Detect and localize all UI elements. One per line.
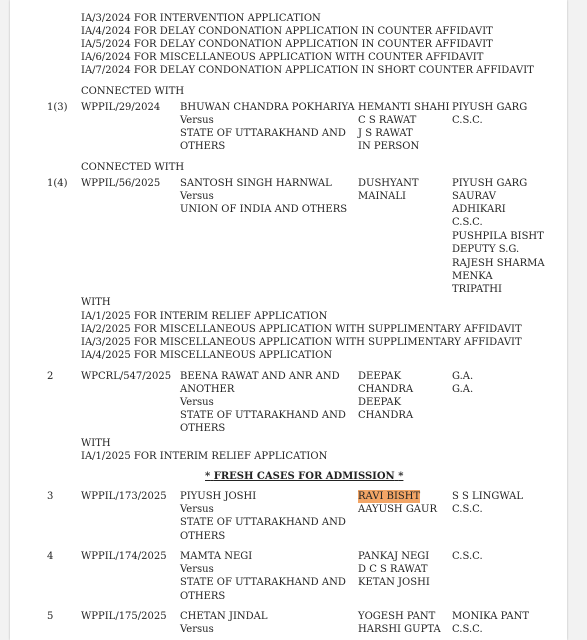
petitioner-advocate: D C S RAWAT — [358, 564, 428, 575]
respondent-advocate: PUSHPILA BISHT — [452, 231, 544, 242]
ia-item: IA/4/2025 FOR MISCELLANEOUS APPLICATION — [81, 350, 333, 361]
versus-label: Versus — [180, 624, 214, 635]
petitioner-advocate: YOGESH PANT — [358, 611, 436, 622]
respondent-advocate: PIYUSH GARG — [452, 178, 528, 189]
versus-label: Versus — [180, 115, 214, 126]
respondent-name: OTHERS — [180, 423, 226, 434]
case-number: WPPIL/29/2024 — [81, 102, 161, 113]
versus-label: Versus — [180, 397, 214, 408]
case-number: WPPIL/175/2025 — [81, 611, 167, 622]
serial-number: 5 — [47, 611, 54, 622]
petitioner-name: BEENA RAWAT AND ANR AND — [180, 371, 340, 382]
ia-item: IA/7/2024 FOR DELAY CONDONATION APPLICATION IN SHORT COUNTER AFFIDAVIT — [81, 65, 534, 76]
respondent-advocate: G.A. — [452, 384, 474, 395]
serial-number: 1(4) — [47, 178, 68, 189]
case-number: WPCRL/547/2025 — [81, 371, 172, 382]
petitioner-advocate: DEEPAK — [358, 371, 402, 382]
respondent-name: OTHERS — [180, 141, 226, 152]
case-number: WPPIL/173/2025 — [81, 491, 167, 502]
respondent-advocate: C.S.C. — [452, 217, 483, 228]
ia-item: IA/2/2025 FOR MISCELLANEOUS APPLICATION WITH SUPPLIMENTARY AFFIDAVIT — [81, 324, 522, 335]
respondent-advocate: C.S.C. — [452, 115, 483, 126]
heading-star: * — [205, 471, 211, 482]
ia-item: IA/4/2024 FOR DELAY CONDONATION APPLICATION IN COUNTER AFFIDAVIT — [81, 26, 493, 37]
petitioner-advocate: CHANDRA — [358, 410, 414, 421]
petitioner-advocate: HARSHI GUPTA — [358, 624, 441, 635]
respondent-advocate: S S LINGWAL — [452, 491, 524, 502]
respondent-advocate: TRIPATHI — [452, 284, 502, 295]
petitioner-name: SANTOSH SINGH HARNWAL — [180, 178, 332, 189]
petitioner-advocate: CHANDRA — [358, 384, 414, 395]
respondent-name: OTHERS — [180, 531, 226, 542]
petitioner-advocate: KETAN JOSHI — [358, 577, 430, 588]
cause-list-page — [10, 0, 567, 640]
petitioner-name: PIYUSH JOSHI — [180, 491, 257, 502]
respondent-advocate: MENKA — [452, 271, 493, 282]
petitioner-advocate: DUSHYANT — [358, 178, 419, 189]
ia-item: IA/1/2025 FOR INTERIM RELIEF APPLICATION — [81, 451, 328, 462]
serial-number: 3 — [47, 491, 54, 502]
respondent-name: OTHERS — [180, 591, 226, 602]
petitioner-advocate: J S RAWAT — [358, 128, 413, 139]
petitioner-name: CHETAN JINDAL — [180, 611, 268, 622]
petitioner-advocate: IN PERSON — [358, 141, 420, 152]
highlighted-advocate: RAVI BISHT — [358, 491, 421, 502]
serial-number: 2 — [47, 371, 54, 382]
respondent-name: STATE OF UTTARAKHAND AND — [180, 128, 346, 139]
respondent-advocate: C.S.C. — [452, 551, 483, 562]
respondent-advocate: RAJESH SHARMA — [452, 258, 545, 269]
petitioner-advocate: HEMANTI SHAHI — [358, 102, 450, 113]
petitioner-name: MAMTA NEGI — [180, 551, 253, 562]
section-heading-text: FRESH CASES FOR ADMISSION — [213, 471, 395, 482]
with-label: WITH — [81, 438, 111, 449]
versus-label: Versus — [180, 191, 214, 202]
respondent-advocate: PIYUSH GARG — [452, 102, 528, 113]
ia-item: IA/3/2025 FOR MISCELLANEOUS APPLICATION WITH SUPPLIMENTARY AFFIDAVIT — [81, 337, 522, 348]
versus-label: Versus — [180, 504, 214, 515]
serial-number: 4 — [47, 551, 54, 562]
heading-star: * — [398, 471, 404, 482]
petitioner-name: ANOTHER — [180, 384, 235, 395]
ia-item: IA/3/2024 FOR INTERVENTION APPLICATION — [81, 13, 321, 24]
connected-with-label: CONNECTED WITH — [81, 86, 185, 97]
respondent-advocate: ADHIKARI — [452, 204, 506, 215]
ia-item: IA/6/2024 FOR MISCELLANEOUS APPLICATION WITH COUNTER AFFIDAVIT — [81, 52, 484, 63]
connected-with-label: CONNECTED WITH — [81, 162, 185, 173]
petitioner-advocate: DEEPAK — [358, 397, 402, 408]
petitioner-name: BHUWAN CHANDRA POKHARIYA — [180, 102, 355, 113]
respondent-advocate: MONIKA PANT — [452, 611, 530, 622]
respondent-advocate: DEPUTY S.G. — [452, 244, 520, 255]
petitioner-advocate: C S RAWAT — [358, 115, 417, 126]
case-number: WPPIL/174/2025 — [81, 551, 167, 562]
respondent-name: STATE OF UTTARAKHAND AND — [180, 577, 346, 588]
respondent-advocate: C.S.C. — [452, 624, 483, 635]
respondent-name: UNION OF INDIA AND OTHERS — [180, 204, 348, 215]
section-heading — [205, 470, 403, 483]
petitioner-advocate: MAINALI — [358, 191, 406, 202]
ia-item: IA/5/2024 FOR DELAY CONDONATION APPLICATION IN COUNTER AFFIDAVIT — [81, 39, 493, 50]
versus-label: Versus — [180, 564, 214, 575]
serial-number: 1(3) — [47, 102, 68, 113]
respondent-name: STATE OF UTTARAKHAND AND — [180, 410, 346, 421]
ia-item: IA/1/2025 FOR INTERIM RELIEF APPLICATION — [81, 311, 328, 322]
with-label: WITH — [81, 297, 111, 308]
respondent-advocate: C.S.C. — [452, 504, 483, 515]
case-number: WPPIL/56/2025 — [81, 178, 161, 189]
petitioner-advocate: PANKAJ NEGI — [358, 551, 430, 562]
respondent-advocate: G.A. — [452, 371, 474, 382]
petitioner-advocate: AAYUSH GAUR — [358, 504, 437, 515]
respondent-name: STATE OF UTTARAKHAND AND — [180, 517, 346, 528]
respondent-advocate: SAURAV — [452, 191, 496, 202]
